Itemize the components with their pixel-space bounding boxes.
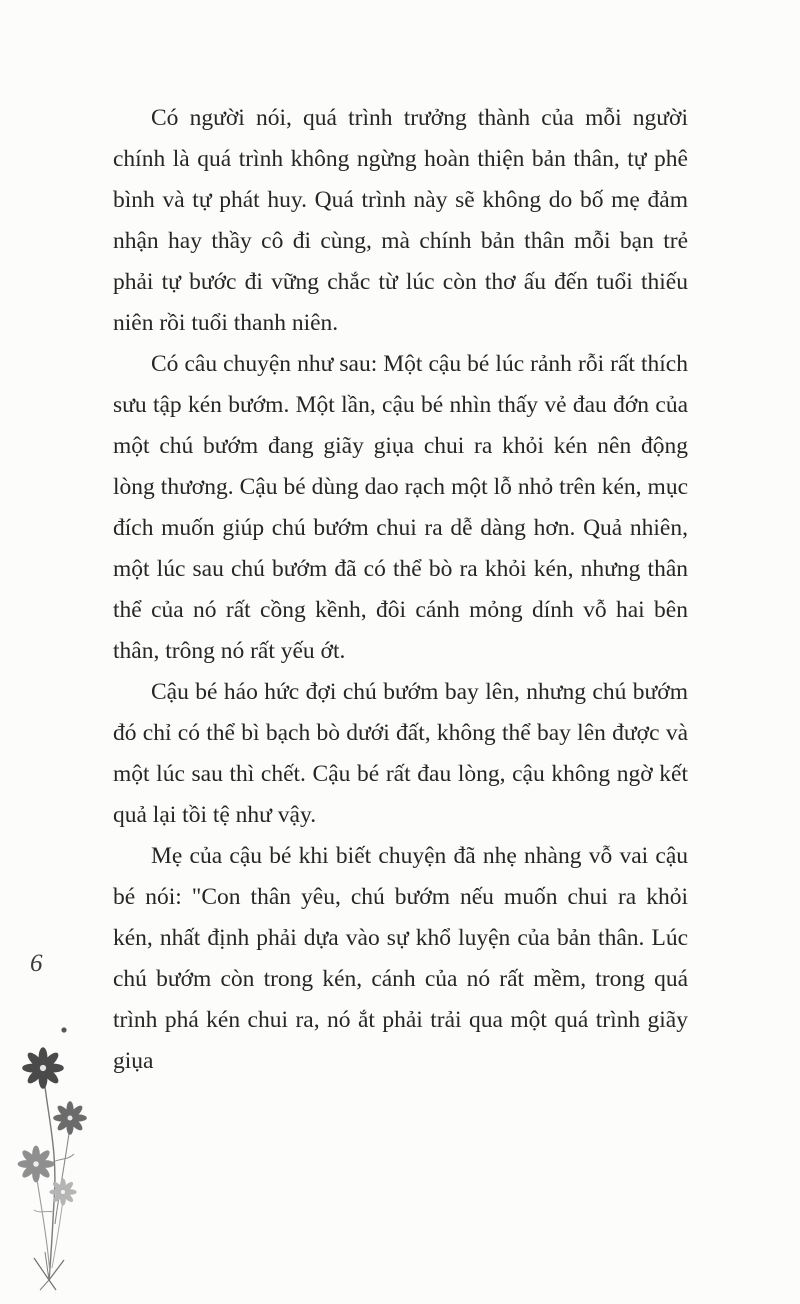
flower-illustration-icon [6,1022,106,1294]
paragraph: Cậu bé háo hức đợi chú bướm bay lên, nhưng chú bướm đó chỉ có thể bì bạch bò dưới đất, không thể bay lên được và một lúc sau thì chết. Cậu bé rất đau lòng, cậu không ngờ kết quả lại tồi tệ như vậy. [113,679,688,828]
paragraph: Có người nói, quá trình trưởng thành của mỗi người chính là quá trình không ngừng hoàn thiện bản thân, tự phê bình và tự phát huy. Quá trình này sẽ không do bố mẹ đảm nhận hay thầy cô đi cùng, mà chính bản thân mỗi bạn trẻ phải tự bước đi vững chắc từ lúc còn thơ ấu đến tuổi thiếu niên rồi tuổi thanh niên. [113,105,688,336]
page-number: 6 [30,950,43,977]
page-text [113,98,688,1082]
paragraph: Mẹ của cậu bé khi biết chuyện đã nhẹ nhàng vỗ vai cậu bé nói: "Con thân yêu, chú bướm nếu muốn chui ra khỏi kén, nhất định phải dựa vào sự khổ luyện của bản thân. Lúc chú bướm còn trong kén, cánh của nó rất mềm, trong quá trình phá kén chui ra, nó ắt phải trải qua một quá trình giãy giụa [113,843,688,1074]
paragraph: Có câu chuyện như sau: Một cậu bé lúc rảnh rỗi rất thích sưu tập kén bướm. Một lần, cậu bé nhìn thấy vẻ đau đớn của một chú bướm đang giãy giụa chui ra khỏi kén nên động lòng thương. Cậu bé dùng dao rạch một lỗ nhỏ trên kén, mục đích muốn giúp chú bướm chui ra dễ dàng hơn. Quả nhiên, một lúc sau chú bướm đã có thể bò ra khỏi kén, nhưng thân thể của nó rất cồng kềnh, đôi cánh mỏng dính vỗ hai bên thân, trông nó rất yếu ớt. [113,351,688,664]
